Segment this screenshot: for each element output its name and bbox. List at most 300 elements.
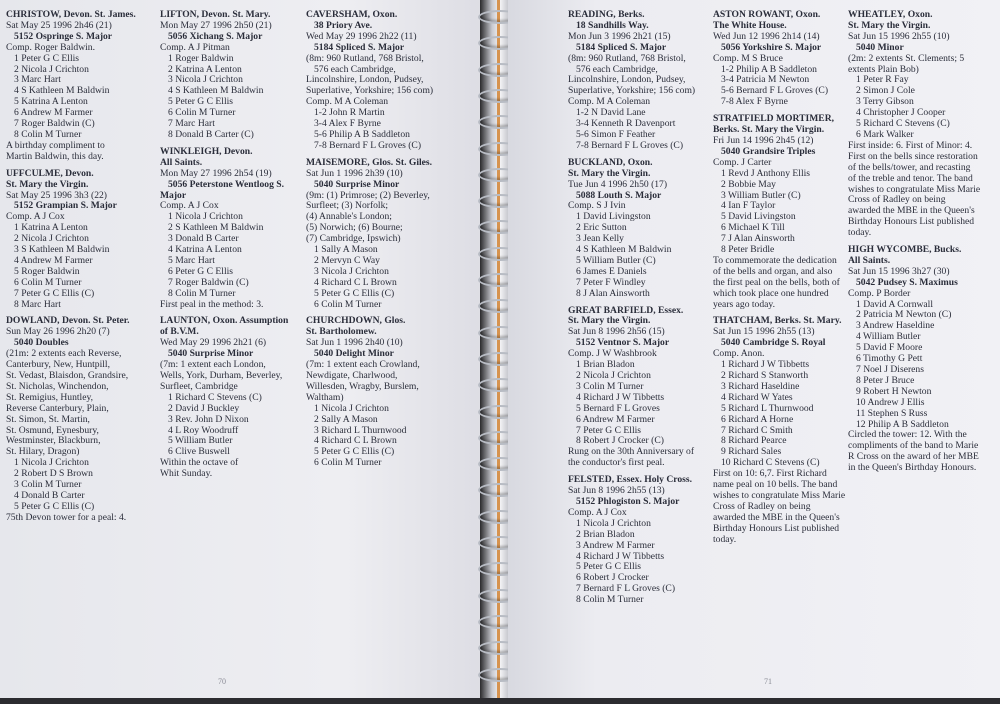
peal-line: 3 S Kathleen M Baldwin bbox=[14, 244, 110, 256]
peal-line: Sat Jun 15 1996 3h27 (30) bbox=[848, 265, 950, 277]
peal-entry bbox=[160, 147, 310, 311]
peal-line: Comp. P Border bbox=[848, 287, 911, 299]
peal-line: 3 Andrew M Farmer bbox=[576, 539, 655, 551]
peal-line: 6 Richard A Horne bbox=[721, 413, 794, 425]
peal-line: 1 Richard C Stevens (C) bbox=[168, 391, 262, 403]
peal-line: 3 Andrew Haseldine bbox=[856, 320, 935, 332]
peal-line: 3 Richard L Thurnwood bbox=[314, 424, 407, 436]
peal-subheading: 5056 Peterstone Wentloog S. bbox=[168, 178, 285, 190]
peal-line: name peal on 10 bells. The band bbox=[713, 479, 838, 491]
peal-line: St. Osmund, Eynesbury, bbox=[6, 424, 99, 436]
peal-line: 1 Nicola J Crichton bbox=[14, 457, 89, 469]
peal-line: 5 Bernard F L Groves bbox=[576, 402, 660, 414]
peal-line: 5 William Butler (C) bbox=[576, 254, 656, 266]
peal-subheading: 5040 Surprise Minor bbox=[168, 348, 254, 360]
peal-line: (5) Norwich; (6) Bourne; bbox=[306, 222, 403, 234]
peal-line: Sat Jun 1 1996 2h39 (10) bbox=[306, 167, 403, 179]
peal-line: 7 Peter F Windley bbox=[576, 276, 646, 288]
peal-line: 5 Katrina A Lenton bbox=[14, 96, 88, 108]
peal-line: 6 Colin M Turner bbox=[168, 107, 236, 119]
peal-line: 6 Andrew M Farmer bbox=[14, 107, 93, 119]
peal-line: 4 L Roy Woodruff bbox=[168, 424, 239, 436]
peal-entry bbox=[160, 316, 310, 480]
page-number-left: 70 bbox=[218, 677, 226, 686]
peal-line: Mon May 27 1996 2h54 (19) bbox=[160, 167, 272, 179]
peal-subheading: 5152 Grampian S. Major bbox=[14, 200, 117, 212]
peal-entry bbox=[6, 316, 156, 523]
peal-line: 8 J Alan Ainsworth bbox=[576, 287, 650, 299]
peal-line: of the treble and tenor. The band bbox=[848, 172, 973, 184]
peal-line: 7 Peter G C Ellis bbox=[576, 424, 642, 436]
peal-line: 8 Colin M Turner bbox=[576, 594, 644, 606]
peal-line: St. Nicholas, Winchendon, bbox=[6, 380, 109, 392]
peal-heading: READING, Berks. bbox=[568, 9, 645, 20]
peal-line: 576 each Cambridge, bbox=[576, 63, 658, 75]
peal-line: St. Hilary, Dragon) bbox=[6, 446, 80, 458]
peal-subheading: 5040 Cambridge S. Royal bbox=[721, 337, 826, 349]
peal-heading: MAISEMORE, Glos. St. Giles. bbox=[306, 156, 433, 168]
peal-heading: CHRISTOW, Devon. St. James. bbox=[6, 9, 136, 20]
peal-entry bbox=[568, 158, 718, 300]
peal-entry bbox=[6, 10, 156, 163]
peal-entry bbox=[306, 316, 456, 469]
peal-subheading: All Saints. bbox=[160, 156, 203, 168]
peal-heading: STRATFIELD MORTIMER, bbox=[713, 113, 835, 125]
peal-line: Sat Jun 8 1996 2h55 (13) bbox=[568, 485, 665, 497]
peal-line: in the Queen's Birthday Honours. bbox=[848, 462, 977, 474]
peal-heading: CHURCHDOWN, Glos. bbox=[306, 315, 406, 327]
peal-subheading: 5040 Surprise Minor bbox=[314, 178, 400, 190]
peal-line: 3 Colin M Turner bbox=[576, 380, 644, 392]
table-edge bbox=[0, 698, 1000, 704]
peal-line: 1 Revd J Anthony Ellis bbox=[721, 167, 811, 179]
peal-line: 3-4 Kenneth R Davenport bbox=[576, 118, 676, 130]
peal-line: First inside: 6. First of Minor: 4. bbox=[848, 139, 973, 151]
peal-line: Sat Jun 1 1996 2h40 (10) bbox=[306, 337, 403, 349]
peal-line: St. Remigius, Huntley, bbox=[6, 391, 94, 403]
peal-line: Tue Jun 4 1996 2h50 (17) bbox=[568, 178, 668, 190]
peal-line: 4 Ian F Taylor bbox=[721, 200, 776, 212]
peal-line: 6 Andrew M Farmer bbox=[576, 413, 655, 425]
peal-line: To commemorate the dedication bbox=[713, 254, 837, 266]
peal-line: 3 Rev. John D Nixon bbox=[168, 413, 249, 425]
peal-line: Sat Jun 15 1996 2h55 (13) bbox=[713, 326, 815, 338]
peal-entry bbox=[713, 316, 863, 545]
peal-line: 7 Noel J Diserens bbox=[856, 364, 924, 375]
peal-line: R Cross on the award of her MBE bbox=[848, 451, 979, 463]
peal-line: 12 Philip A B Saddleton bbox=[856, 418, 949, 430]
peal-line: 1 Nicola J Crichton bbox=[168, 211, 243, 223]
peal-subheading: 5056 Xichang S. Major bbox=[168, 30, 263, 42]
peal-line: Reverse Canterbury, Plain, bbox=[6, 402, 109, 414]
peal-line: Birthday Honours List published bbox=[713, 522, 840, 534]
peal-subheading: 5040 Minor bbox=[856, 41, 904, 53]
peal-line: 7 J Alan Ainsworth bbox=[721, 233, 795, 245]
peal-line: Surfleet, Cambridge bbox=[160, 380, 238, 392]
peal-line: wishes to congratulate Miss Marie bbox=[713, 489, 846, 501]
peal-line: 4 S Kathleen M Baldwin bbox=[14, 85, 110, 97]
peal-line: Comp. M S Bruce bbox=[713, 52, 783, 64]
peal-line: 4 Richard J W Tibbetts bbox=[576, 550, 665, 562]
peal-line: 6 Colin M Turner bbox=[14, 276, 82, 288]
peal-subheading: All Saints. bbox=[848, 254, 891, 266]
peal-line: 5 William Butler bbox=[168, 435, 233, 447]
peal-line: 3 Jean Kelly bbox=[576, 233, 624, 245]
peal-entry bbox=[306, 158, 456, 311]
peal-line: Superlative, Yorkshire; 156 com) bbox=[568, 85, 696, 97]
peal-subheading: 5042 Pudsey S. Maximus bbox=[856, 276, 958, 288]
peal-entry bbox=[713, 114, 863, 310]
right-col-2 bbox=[713, 10, 863, 552]
peal-line: Sat May 25 1996 3h3 (22) bbox=[6, 189, 107, 201]
peal-line: A birthday compliment to bbox=[6, 139, 105, 151]
peal-line: 6 Michael K Till bbox=[721, 222, 785, 234]
peal-heading: THATCHAM, Berks. St. Mary. bbox=[713, 315, 842, 327]
peal-line: 8 Robert J Crocker (C) bbox=[576, 435, 664, 447]
peal-subheading: of B.V.M. bbox=[160, 326, 199, 338]
peal-line: 1-2 Philip A B Saddleton bbox=[721, 63, 817, 75]
peal-line: 4 S Kathleen M Baldwin bbox=[576, 244, 672, 256]
peal-line: 7 Bernard F L Groves (C) bbox=[576, 583, 676, 595]
peal-line: (21m: 2 extents each Reverse, bbox=[6, 348, 122, 360]
peal-line: Rung on the 30th Anniversary of bbox=[568, 446, 695, 458]
right-col-1 bbox=[568, 10, 718, 612]
right-col-3 bbox=[848, 10, 998, 480]
peal-subheading: 5152 Phlogiston S. Major bbox=[576, 495, 680, 507]
peal-subheading: 5184 Spliced S. Major bbox=[314, 41, 405, 53]
peal-line: 8 Peter Bridle bbox=[721, 244, 775, 256]
peal-line: 8 Richard Pearce bbox=[721, 435, 787, 447]
peal-heading: WINKLEIGH, Devon. bbox=[160, 145, 253, 157]
peal-line: 5 Peter G C Ellis bbox=[168, 96, 234, 108]
peal-line: 1 Nicola J Crichton bbox=[314, 402, 389, 414]
peal-line: Comp. J Carter bbox=[713, 156, 772, 168]
peal-line: 7 Richard C Smith bbox=[721, 424, 793, 436]
peal-line: First peal in the method: 3. bbox=[160, 298, 264, 310]
peal-line: 9 Robert H Newton bbox=[856, 385, 932, 397]
peal-line: 8 Colin M Turner bbox=[14, 128, 82, 140]
peal-line: 5-6 Simon F Feather bbox=[576, 128, 656, 140]
peal-line: (9m: (1) Primrose; (2) Beverley, bbox=[306, 189, 430, 201]
peal-line: Sun May 26 1996 2h20 (7) bbox=[6, 326, 110, 338]
peal-subheading: 5152 Ospringe S. Major bbox=[14, 30, 113, 42]
peal-line: 1 Peter G C Ellis bbox=[14, 52, 80, 64]
peal-line: 8 Marc Hart bbox=[14, 298, 61, 310]
peal-line: 2 Nicola J Crichton bbox=[576, 370, 651, 381]
peal-line: of the bells/tower, and recasting bbox=[848, 161, 971, 173]
peal-subheading: 38 Priory Ave. bbox=[314, 19, 373, 31]
peal-line: 8 Donald B Carter (C) bbox=[168, 128, 254, 140]
peal-entry bbox=[568, 306, 718, 470]
peal-line: 3 Nicola J Crichton bbox=[314, 265, 389, 277]
peal-line: 9 Richard Sales bbox=[721, 446, 782, 458]
peal-heading: DOWLAND, Devon. St. Peter. bbox=[6, 315, 130, 327]
peal-line: 1-2 N David Lane bbox=[576, 107, 646, 119]
peal-line: 1 Roger Baldwin bbox=[168, 52, 234, 64]
peal-line: 4 William Butler bbox=[856, 331, 921, 343]
peal-line: years ago today. bbox=[713, 298, 775, 310]
peal-line: 5-6 Philip A B Saddleton bbox=[314, 128, 410, 140]
peal-line: 1 Peter R Fay bbox=[856, 74, 909, 86]
peal-line: First on 10: 6,7. First Richard bbox=[713, 468, 827, 480]
peal-line: Superlative, Yorkshire; 156 com) bbox=[306, 85, 434, 97]
peal-line: 2 Katrina A Lenton bbox=[168, 63, 242, 75]
peal-line: (2m: 2 extents St. Clements; 5 bbox=[848, 52, 965, 64]
peal-line: Circled the tower: 12. With the bbox=[848, 429, 967, 441]
peal-line: 6 Mark Walker bbox=[856, 128, 914, 140]
peal-line: 11 Stephen S Russ bbox=[856, 407, 928, 419]
peal-line: St. Vedast, Blaisdon, Grandsire, bbox=[6, 370, 129, 381]
peal-subheading: 5040 Doubles bbox=[14, 337, 69, 349]
peal-line: 3 Richard Haseldine bbox=[721, 380, 800, 392]
peal-line: 2 Mervyn C Way bbox=[314, 254, 380, 266]
peal-line: Mon Jun 3 1996 2h21 (15) bbox=[568, 30, 671, 42]
peal-line: 5 Peter G C Ellis bbox=[576, 561, 642, 573]
peal-line: Fri Jun 14 1996 2h45 (12) bbox=[713, 134, 814, 146]
peal-line: 3 Terry Gibson bbox=[856, 96, 914, 108]
peal-line: 5 Peter G C Ellis (C) bbox=[314, 287, 395, 299]
peal-line: (7m: 1 extent each Crowland, bbox=[306, 359, 420, 371]
peal-subheading: St. Mary the Virgin. bbox=[568, 167, 651, 179]
peal-line: Comp. Roger Baldwin. bbox=[6, 41, 96, 53]
peal-line: Comp. A J Cox bbox=[6, 211, 65, 223]
peal-line: Sat Jun 8 1996 2h56 (15) bbox=[568, 326, 665, 338]
peal-line: 6 Robert J Crocker bbox=[576, 572, 649, 584]
peal-line: 6 James E Daniels bbox=[576, 265, 647, 277]
peal-line: Cross of Radley on being bbox=[848, 194, 946, 206]
peal-line: 2 Brian Bladon bbox=[576, 528, 635, 540]
left-col-3 bbox=[306, 10, 456, 475]
peal-line: 6 Timothy G Pett bbox=[856, 353, 923, 365]
peal-line: today. bbox=[713, 533, 737, 545]
peal-line: 7 Marc Hart bbox=[168, 118, 215, 130]
peal-line: Birthday Honours List published bbox=[848, 216, 975, 228]
peal-heading: LAUNTON, Oxon. Assumption bbox=[160, 315, 289, 327]
peal-line: 1-2 John R Martin bbox=[314, 107, 385, 119]
peal-line: the conductor's first peal. bbox=[568, 457, 665, 469]
peal-entry bbox=[160, 10, 310, 141]
peal-line: 7-8 Bernard F L Groves (C) bbox=[314, 139, 422, 151]
peal-line: 7 Roger Baldwin (C) bbox=[168, 276, 249, 288]
peal-line: First on the bells since restoration bbox=[848, 150, 978, 162]
peal-line: 2 Richard S Stanworth bbox=[721, 370, 809, 381]
peal-subheading: 5040 Grandsire Triples bbox=[721, 145, 816, 157]
peal-line: 1 Richard J W Tibbetts bbox=[721, 359, 810, 371]
peal-line: Comp. A J Pitman bbox=[160, 41, 230, 53]
peal-line: 7 Roger Baldwin (C) bbox=[14, 118, 95, 130]
peal-line: Surfleet; (3) Norfolk; bbox=[306, 200, 389, 212]
peal-line: 5 Richard C Stevens (C) bbox=[856, 118, 950, 130]
peal-subheading: Major bbox=[160, 189, 187, 201]
peal-subheading: St. Mary the Virgin. bbox=[848, 19, 931, 31]
peal-line: 5-6 Bernard F L Groves (C) bbox=[721, 85, 829, 97]
peal-line: 5 Roger Baldwin bbox=[14, 265, 80, 277]
peal-line: 4 Richard W Yates bbox=[721, 391, 793, 403]
peal-entry bbox=[6, 169, 156, 311]
peal-subheading: St. Bartholomew. bbox=[306, 326, 377, 338]
peal-line: 4 Andrew M Farmer bbox=[14, 254, 93, 266]
peal-line: 4 Christopher J Cooper bbox=[856, 107, 946, 119]
peal-line: 5 Richard L Thurnwood bbox=[721, 402, 814, 414]
peal-entry bbox=[306, 10, 456, 152]
peal-line: 3-4 Patricia M Newton bbox=[721, 74, 810, 86]
peal-line: Wells, York, Durham, Beverley, bbox=[160, 370, 283, 381]
peal-line: Lincolnshire, London, Pudsey, bbox=[306, 74, 424, 86]
peal-line: 2 Patricia M Newton (C) bbox=[856, 309, 952, 321]
peal-line: 4 Richard C L Brown bbox=[314, 276, 397, 288]
peal-heading: BUCKLAND, Oxon. bbox=[568, 156, 653, 168]
peal-line: of the bells and organ, and also bbox=[713, 265, 833, 277]
peal-subheading: 5040 Delight Minor bbox=[314, 348, 394, 360]
peal-heading: WHEATLEY, Oxon. bbox=[848, 9, 933, 20]
peal-line: 1 Brian Bladon bbox=[576, 359, 635, 371]
peal-line: 3 Marc Hart bbox=[14, 74, 61, 86]
peal-line: Comp. M A Coleman bbox=[568, 96, 651, 108]
peal-heading: LIFTON, Devon. St. Mary. bbox=[160, 9, 271, 20]
peal-subheading: 5152 Ventnor S. Major bbox=[576, 337, 670, 349]
peal-line: Comp. S J Ivin bbox=[568, 200, 626, 212]
peal-line: (8m: 960 Rutland, 768 Bristol, bbox=[568, 52, 686, 64]
peal-line: 8 Colin M Turner bbox=[168, 287, 236, 299]
peal-line: Comp. J W Washbrook bbox=[568, 348, 657, 360]
peal-line: 576 each Cambridge, bbox=[314, 63, 396, 75]
peal-line: Waltham) bbox=[306, 391, 344, 403]
peal-line: 75th Devon tower for a peal: 4. bbox=[6, 511, 127, 523]
peal-line: 1 David Livingston bbox=[576, 211, 651, 223]
peal-subheading: St. Mary the Virgin. bbox=[6, 178, 89, 190]
peal-line: 2 Nicola J Crichton bbox=[14, 63, 89, 75]
peal-subheading: 18 Sandhills Way. bbox=[576, 19, 649, 31]
peal-heading: FELSTED, Essex. Holy Cross. bbox=[568, 474, 693, 486]
peal-heading: CAVERSHAM, Oxon. bbox=[306, 9, 398, 20]
peal-line: wishes to congratulate Miss Marie bbox=[848, 183, 981, 195]
peal-line: 1 Katrina A Lenton bbox=[14, 222, 88, 234]
peal-line: 4 Richard J W Tibbetts bbox=[576, 391, 665, 403]
peal-entry bbox=[848, 245, 998, 474]
peal-entry bbox=[713, 10, 863, 108]
peal-heading: ASTON ROWANT, Oxon. bbox=[713, 9, 821, 20]
peal-line: Lincolnshire, London, Pudsey, bbox=[568, 74, 686, 86]
peal-line: 5 David Livingston bbox=[721, 211, 796, 223]
peal-line: Canterbury, New, Huntpill, bbox=[6, 359, 110, 371]
peal-entry bbox=[848, 10, 998, 239]
peal-line: (7m: 1 extent each London, bbox=[160, 359, 266, 371]
peal-line: 5 Marc Hart bbox=[168, 254, 215, 266]
peal-line: 4 Katrina A Lenton bbox=[168, 244, 242, 256]
peal-line: 2 S Kathleen M Baldwin bbox=[168, 222, 264, 234]
peal-line: 7-8 Alex F Byrne bbox=[721, 96, 788, 108]
peal-line: the first peal on the bells, both of bbox=[713, 276, 840, 288]
peal-line: Comp. Anon. bbox=[713, 348, 765, 360]
peal-line: 7-8 Bernard F L Groves (C) bbox=[576, 139, 684, 151]
peal-line: 4 S Kathleen M Baldwin bbox=[168, 85, 264, 97]
peal-line: 5 Peter G C Ellis (C) bbox=[314, 446, 395, 458]
peal-entry bbox=[568, 10, 718, 152]
peal-subheading: 5056 Yorkshire S. Major bbox=[721, 41, 822, 53]
peal-line: Mon May 27 1996 2h50 (21) bbox=[160, 19, 272, 31]
peal-line: compliments of the band to Marie bbox=[848, 440, 979, 452]
peal-subheading: St. Mary the Virgin. bbox=[568, 315, 651, 327]
peal-line: 3-4 Alex F Byrne bbox=[314, 118, 381, 130]
peal-heading: HIGH WYCOMBE, Bucks. bbox=[848, 244, 962, 256]
peal-line: 1 Sally A Mason bbox=[314, 244, 378, 256]
peal-line: 6 Colin M Turner bbox=[314, 457, 382, 469]
peal-line: St. Simon, St. Martin, bbox=[6, 413, 90, 425]
peal-line: 6 Peter G C Ellis bbox=[168, 265, 234, 277]
peal-subheading: Berks. St. Mary the Virgin. bbox=[713, 124, 825, 136]
peal-line: Westminster, Blackburn, bbox=[6, 435, 101, 447]
peal-line: 10 Andrew J Ellis bbox=[856, 396, 925, 408]
peal-line: 5 Peter G C Ellis (C) bbox=[14, 500, 95, 512]
left-page bbox=[0, 0, 492, 704]
peal-line: 3 William Butler (C) bbox=[721, 189, 801, 201]
peal-entry bbox=[568, 475, 718, 606]
peal-line: 2 David J Buckley bbox=[168, 402, 240, 414]
peal-line: 3 Donald B Carter bbox=[168, 233, 239, 245]
peal-line: 6 Clive Buswell bbox=[168, 446, 230, 458]
peal-line: which took place one hundred bbox=[713, 287, 829, 299]
peal-line: Sat Jun 15 1996 2h55 (10) bbox=[848, 30, 950, 42]
right-page bbox=[508, 0, 1000, 704]
peal-line: Willesden, Wragby, Burslem, bbox=[306, 380, 419, 392]
peal-line: (4) Annable's London; bbox=[306, 211, 392, 223]
peal-line: 4 Richard C L Brown bbox=[314, 435, 397, 447]
peal-line: awarded the MBE in the Queen's bbox=[848, 205, 975, 217]
peal-line: 3 Colin M Turner bbox=[14, 479, 82, 491]
peal-line: 8 Peter J Bruce bbox=[856, 374, 915, 386]
peal-line: 2 Simon J Cole bbox=[856, 85, 915, 97]
peal-line: Comp. A J Cox bbox=[160, 200, 219, 212]
peal-line: Comp. A J Cox bbox=[568, 506, 627, 518]
peal-subheading: 5088 Louth S. Major bbox=[576, 189, 662, 201]
peal-line: (8m: 960 Rutland, 768 Bristol, bbox=[306, 52, 424, 64]
peal-line: 2 Bobbie May bbox=[721, 178, 776, 190]
peal-line: Newdigate, Charlwood, bbox=[306, 370, 398, 381]
peal-line: 6 Colin M Turner bbox=[314, 298, 382, 310]
left-col-1 bbox=[6, 10, 156, 530]
peal-line: 7 Peter G C Ellis (C) bbox=[14, 287, 95, 299]
peal-line: 2 Sally A Mason bbox=[314, 413, 378, 425]
peal-line: Wed May 29 1996 2h21 (6) bbox=[160, 337, 267, 349]
peal-line: Comp. M A Coleman bbox=[306, 96, 389, 108]
peal-heading: UFFCULME, Devon. bbox=[6, 167, 94, 179]
peal-line: 1 Nicola J Crichton bbox=[576, 517, 651, 529]
peal-line: Wed May 29 1996 2h22 (11) bbox=[306, 30, 417, 42]
peal-line: Within the octave of bbox=[160, 457, 239, 469]
left-col-2 bbox=[160, 10, 310, 486]
peal-line: 1 David A Cornwall bbox=[856, 298, 934, 310]
peal-line: 2 Robert D S Brown bbox=[14, 468, 93, 480]
peal-line: Wed Jun 12 1996 2h14 (14) bbox=[713, 30, 820, 42]
peal-subheading: 5184 Spliced S. Major bbox=[576, 41, 667, 53]
peal-subheading: The White House. bbox=[713, 19, 787, 31]
peal-line: 3 Nicola J Crichton bbox=[168, 74, 243, 86]
peal-line: 2 Eric Sutton bbox=[576, 222, 627, 234]
peal-line: 2 Nicola J Crichton bbox=[14, 233, 89, 245]
peal-line: Sat May 25 1996 2h46 (21) bbox=[6, 19, 112, 31]
peal-line: 10 Richard C Stevens (C) bbox=[721, 457, 820, 469]
peal-line: Whit Sunday. bbox=[160, 468, 213, 480]
peal-line: Cross of Radley on being bbox=[713, 500, 811, 512]
peal-line: today. bbox=[848, 227, 872, 239]
peal-line: extents Plain Bob) bbox=[848, 63, 919, 75]
peal-line: Martin Baldwin, this day. bbox=[6, 150, 104, 162]
peal-line: 5 David F Moore bbox=[856, 342, 923, 354]
peal-line: (7) Cambridge, Ipswich) bbox=[306, 233, 401, 245]
page-number-right: 71 bbox=[764, 677, 772, 686]
peal-heading: GREAT BARFIELD, Essex. bbox=[568, 304, 684, 316]
peal-line: 4 Donald B Carter bbox=[14, 489, 85, 501]
